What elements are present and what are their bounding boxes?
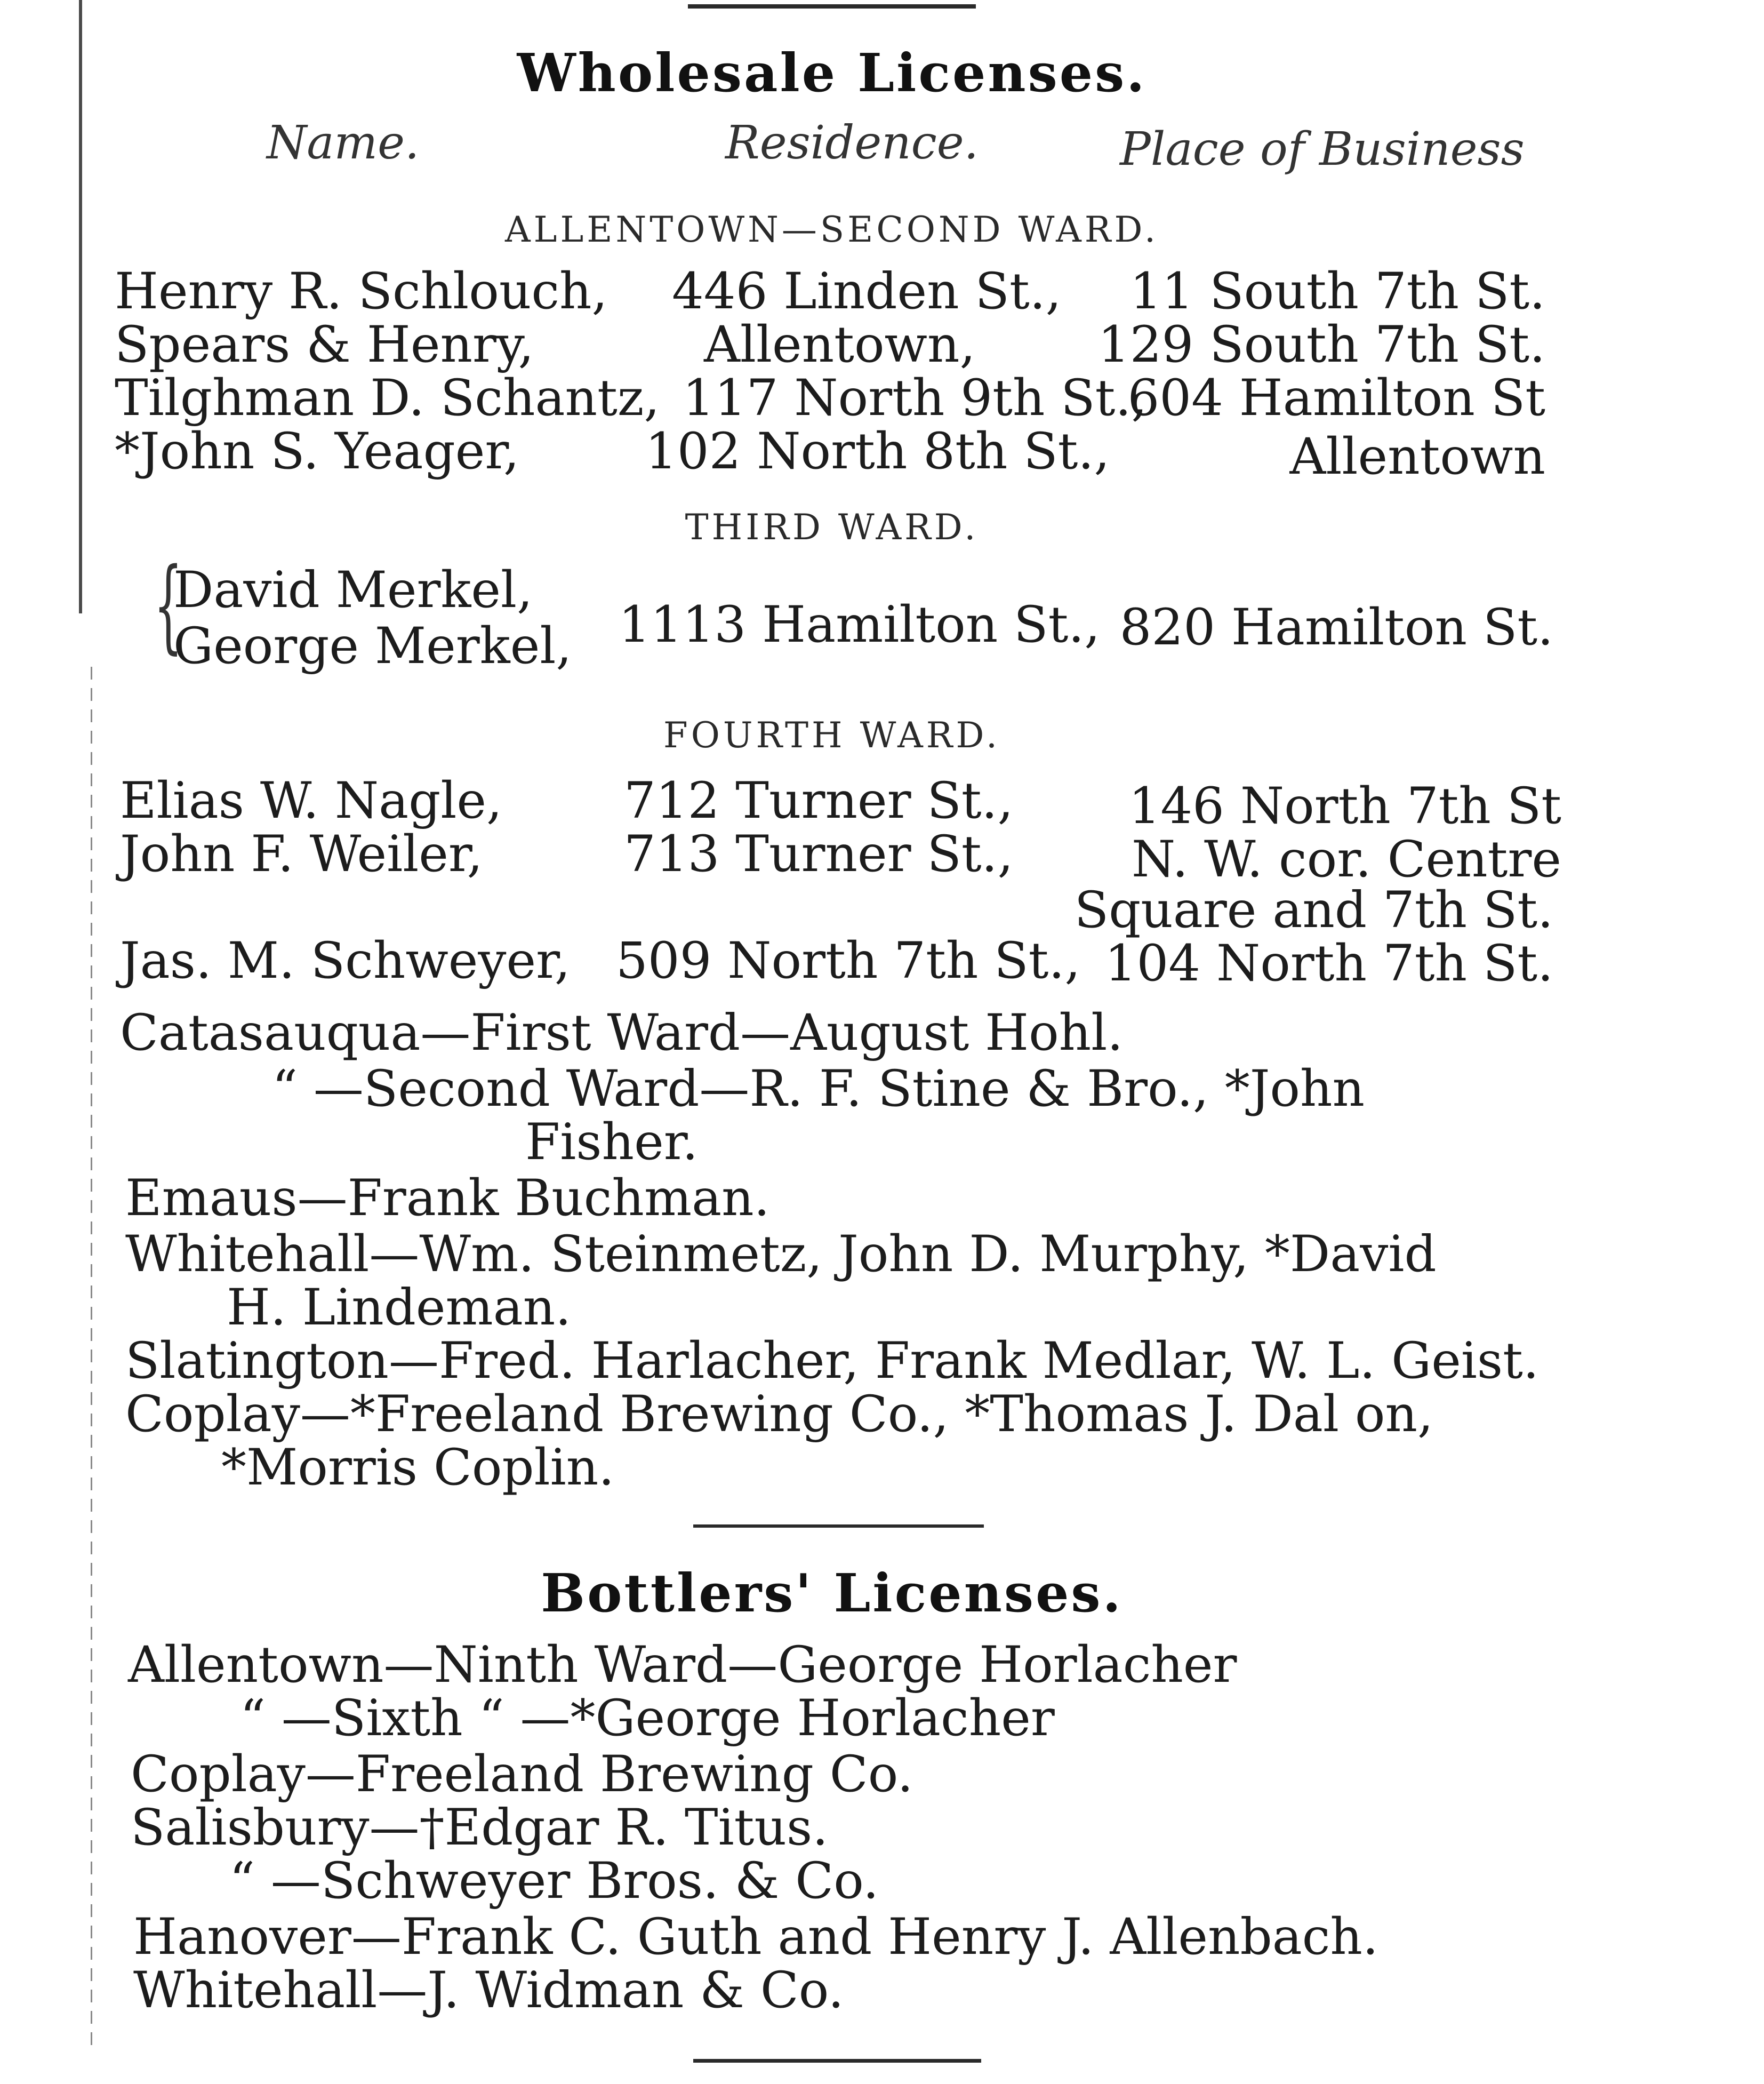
license-residence: 713 Turner St., [624, 825, 1014, 883]
license-name: George Merkel, [173, 617, 572, 675]
license-name: Tilghman D. Schantz, [115, 369, 660, 427]
wholesale-heading: Wholesale Licenses. [517, 43, 1147, 104]
license-residence: 509 North 7th St., [616, 932, 1081, 990]
second-ward-heading: ALLENTOWN—SECOND WARD. [504, 209, 1159, 250]
town-license-line: “ —Second Ward—R. F. Stine & Bro., *John [272, 1060, 1365, 1118]
town-license-line: *Morris Coplin. [221, 1439, 615, 1497]
license-place: 104 North 7th St. [1104, 935, 1553, 993]
third-ward-heading: THIRD WARD. [685, 507, 979, 548]
license-place: 11 South 7th St. [1129, 262, 1545, 321]
bottler-line: “ —Sixth “ —*George Horlacher [240, 1689, 1055, 1747]
license-residence: 1113 Hamilton St., [619, 596, 1101, 654]
bottlers-heading: Bottlers' Licenses. [541, 1563, 1123, 1624]
column-rule-dotted [91, 667, 92, 2054]
bottler-line: Whitehall—J. Widman & Co. [133, 1961, 844, 2019]
bottler-line: Salisbury—†Edgar R. Titus. [131, 1799, 829, 1857]
bottler-line: Coplay—Freeland Brewing Co. [131, 1745, 913, 1803]
town-license-line: Emaus—Frank Buchman. [125, 1169, 770, 1227]
license-name: *John S. Yeager, [115, 422, 519, 481]
section-rule [693, 1524, 984, 1528]
license-residence: 446 Linden St., [672, 262, 1062, 321]
license-place: 146 North 7th St [1128, 777, 1561, 835]
license-name: Spears & Henry, [115, 316, 534, 374]
bottom-rule [693, 2059, 981, 2063]
town-license-line: Slatington—Fred. Harlacher, Frank Medlar, W. L. Geist. [125, 1332, 1539, 1390]
license-place: 129 South 7th St. [1097, 316, 1545, 374]
brace-glyph: { [154, 546, 183, 664]
license-residence: 102 North 8th St., [645, 422, 1110, 481]
license-residence: 117 North 9th St., [683, 369, 1148, 427]
col-place-header: Place of Business [1120, 123, 1525, 176]
license-place: N. W. cor. Centre [1132, 831, 1561, 889]
license-residence: Allentown, [704, 316, 976, 374]
license-residence: 712 Turner St., [624, 772, 1014, 830]
license-name: Elias W. Nagle, [120, 772, 502, 830]
town-license-line: Fisher. [525, 1113, 699, 1171]
bottler-line: Allentown—Ninth Ward—George Horlacher [128, 1636, 1237, 1694]
top-rule [688, 4, 976, 9]
license-place-continued: Square and 7th St. [1074, 881, 1553, 939]
col-name-header: Name. [267, 116, 420, 170]
town-license-line: Coplay—*Freeland Brewing Co., *Thomas J. Dal on, [125, 1385, 1433, 1443]
town-license-line: Catasauqua—First Ward—August Hohl. [120, 1004, 1124, 1062]
license-name: David Merkel, [173, 561, 533, 619]
town-license-line: H. Lindeman. [227, 1279, 572, 1337]
license-place: 820 Hamilton St. [1119, 598, 1553, 657]
fourth-ward-heading: FOURTH WARD. [663, 715, 1001, 756]
license-name: Henry R. Schlouch, [115, 262, 608, 321]
license-place: Allentown [1289, 428, 1545, 486]
town-license-line: Whitehall—Wm. Steinmetz, John D. Murphy, *David [125, 1225, 1437, 1283]
license-name: John F. Weiler, [120, 825, 483, 883]
col-residence-header: Residence. [725, 116, 979, 170]
bottler-line: Hanover—Frank C. Guth and Henry J. Allenbach. [133, 1908, 1378, 1966]
license-place: 604 Hamilton St [1127, 369, 1545, 427]
license-name: Jas. M. Schweyer, [120, 932, 571, 990]
bottler-line: “ —Schweyer Bros. & Co. [229, 1852, 879, 1910]
